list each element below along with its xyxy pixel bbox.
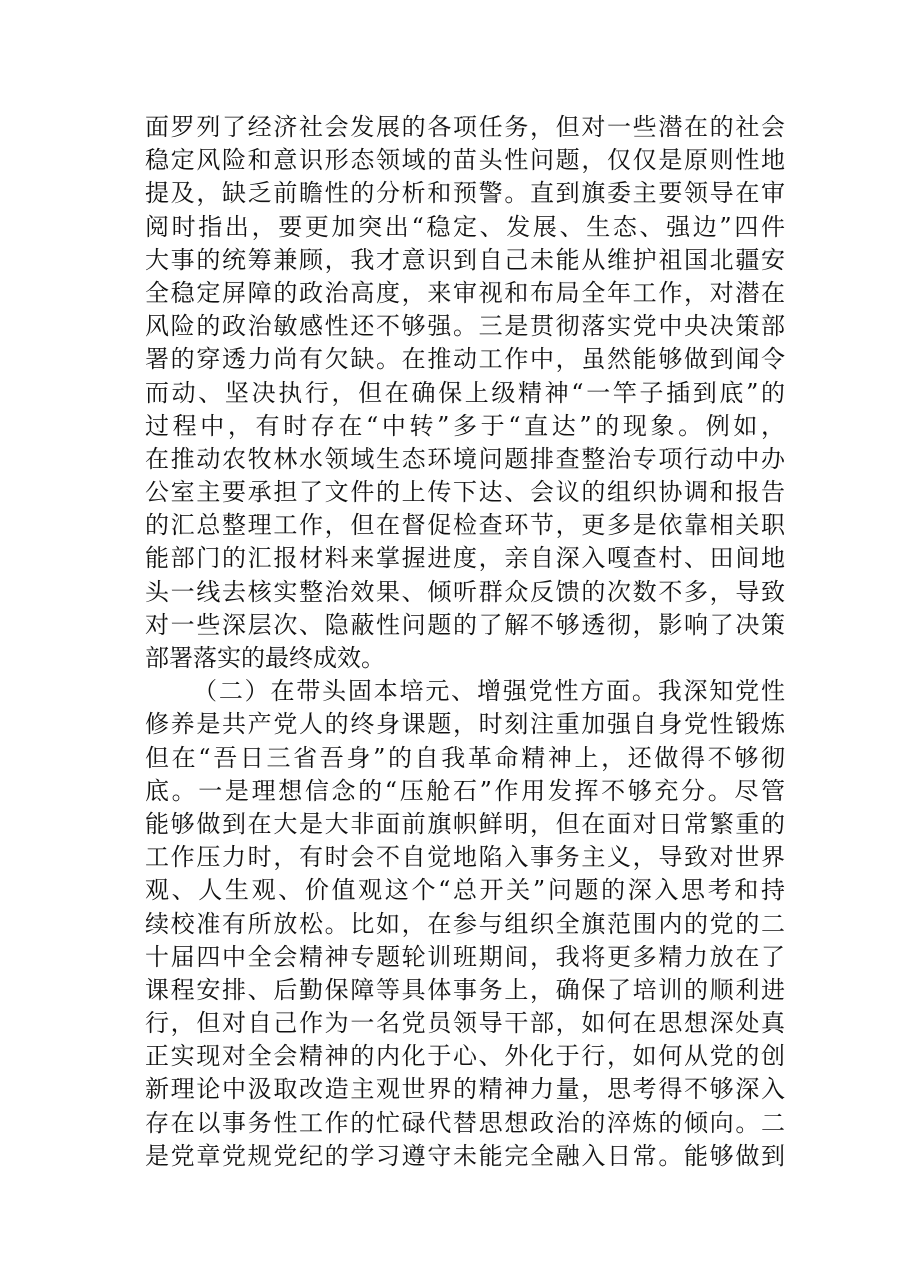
text-line: 工作压力时，有时会不自觉地陷入事务主义，导致对世界: [145, 843, 785, 872]
text-line: 续校准有所放松。比如，在参与组织全旗范围内的党的二: [145, 909, 785, 938]
text-line: 十届四中全会精神专题轮训班期间，我将更多精力放在了: [145, 942, 785, 971]
text-line: 稳定风险和意识形态领域的苗头性问题，仅仅是原则性地: [145, 146, 785, 175]
text-line: 阅时指出，要更加突出“稳定、发展、生态、强边”四件: [145, 212, 785, 241]
text-line: 过程中，有时存在“中转”多于“直达”的现象。例如，: [145, 411, 785, 440]
text-line: 存在以事务性工作的忙碌代替思想政治的淬炼的倾向。二: [145, 1108, 785, 1137]
text-line: 行，但对自己作为一名党员领导干部，如何在思想深处真: [145, 1009, 785, 1038]
text-line: 头一线去核实整治效果、倾听群众反馈的次数不多，导致: [145, 577, 785, 606]
text-line: 提及，缺乏前瞻性的分析和预警。直到旗委主要领导在审: [145, 179, 785, 208]
text-line: 公室主要承担了文件的上传下达、会议的组织协调和报告: [145, 478, 785, 507]
text-line: 全稳定屏障的政治高度，来审视和布局全年工作，对潜在: [145, 278, 785, 307]
text-line: 观、人生观、价值观这个“总开关”问题的深入思考和持: [145, 876, 785, 905]
text-line: 而动、坚决执行，但在确保上级精神“一竿子插到底”的: [145, 378, 785, 407]
text-line: 修养是共产党人的终身课题，时刻注重加强自身党性锻炼: [145, 710, 785, 739]
text-line: 风险的政治敏感性还不够强。三是贯彻落实党中央决策部: [145, 312, 785, 341]
text-line: 能够做到在大是大非面前旗帜鲜明，但在面对日常繁重的: [145, 809, 785, 838]
text-line: 在推动农牧林水领域生态环境问题排查整治专项行动中办: [145, 444, 785, 473]
text-line: 大事的统筹兼顾，我才意识到自己未能从维护祖国北疆安: [145, 245, 785, 274]
section-heading-line: （二）在带头固本培元、增强党性方面。我深知党性: [193, 677, 785, 706]
text-line: 但在“吾日三省吾身”的自我革命精神上，还做得不够彻: [145, 743, 785, 772]
text-line: 对一些深层次、隐蔽性问题的了解不够透彻，影响了决策: [145, 610, 785, 639]
text-line: 新理论中汲取改造主观世界的精神力量，思考得不够深入: [145, 1075, 785, 1104]
text-line: 课程安排、后勤保障等具体事务上，确保了培训的顺利进: [145, 975, 785, 1004]
text-line: 能部门的汇报材料来掌握进度，亲自深入嘎查村、田间地: [145, 544, 785, 573]
text-line: 署的穿透力尚有欠缺。在推动工作中，虽然能够做到闻令: [145, 345, 785, 374]
body-text: [145, 111, 785, 1173]
text-line: 是党章党规党纪的学习遵守未能完全融入日常。能够做到: [145, 1141, 785, 1170]
text-line: 面罗列了经济社会发展的各项任务，但对一些潜在的社会: [145, 113, 785, 141]
text-line: 的汇总整理工作，但在督促检查环节，更多是依靠相关职: [145, 511, 785, 540]
text-line: 底。一是理想信念的“压舱石”作用发挥不够充分。尽管: [145, 776, 785, 805]
text-line: 正实现对全会精神的内化于心、外化于行，如何从党的创: [145, 1042, 785, 1071]
text-line-paragraph-end: 部署落实的最终成效。: [145, 644, 385, 672]
